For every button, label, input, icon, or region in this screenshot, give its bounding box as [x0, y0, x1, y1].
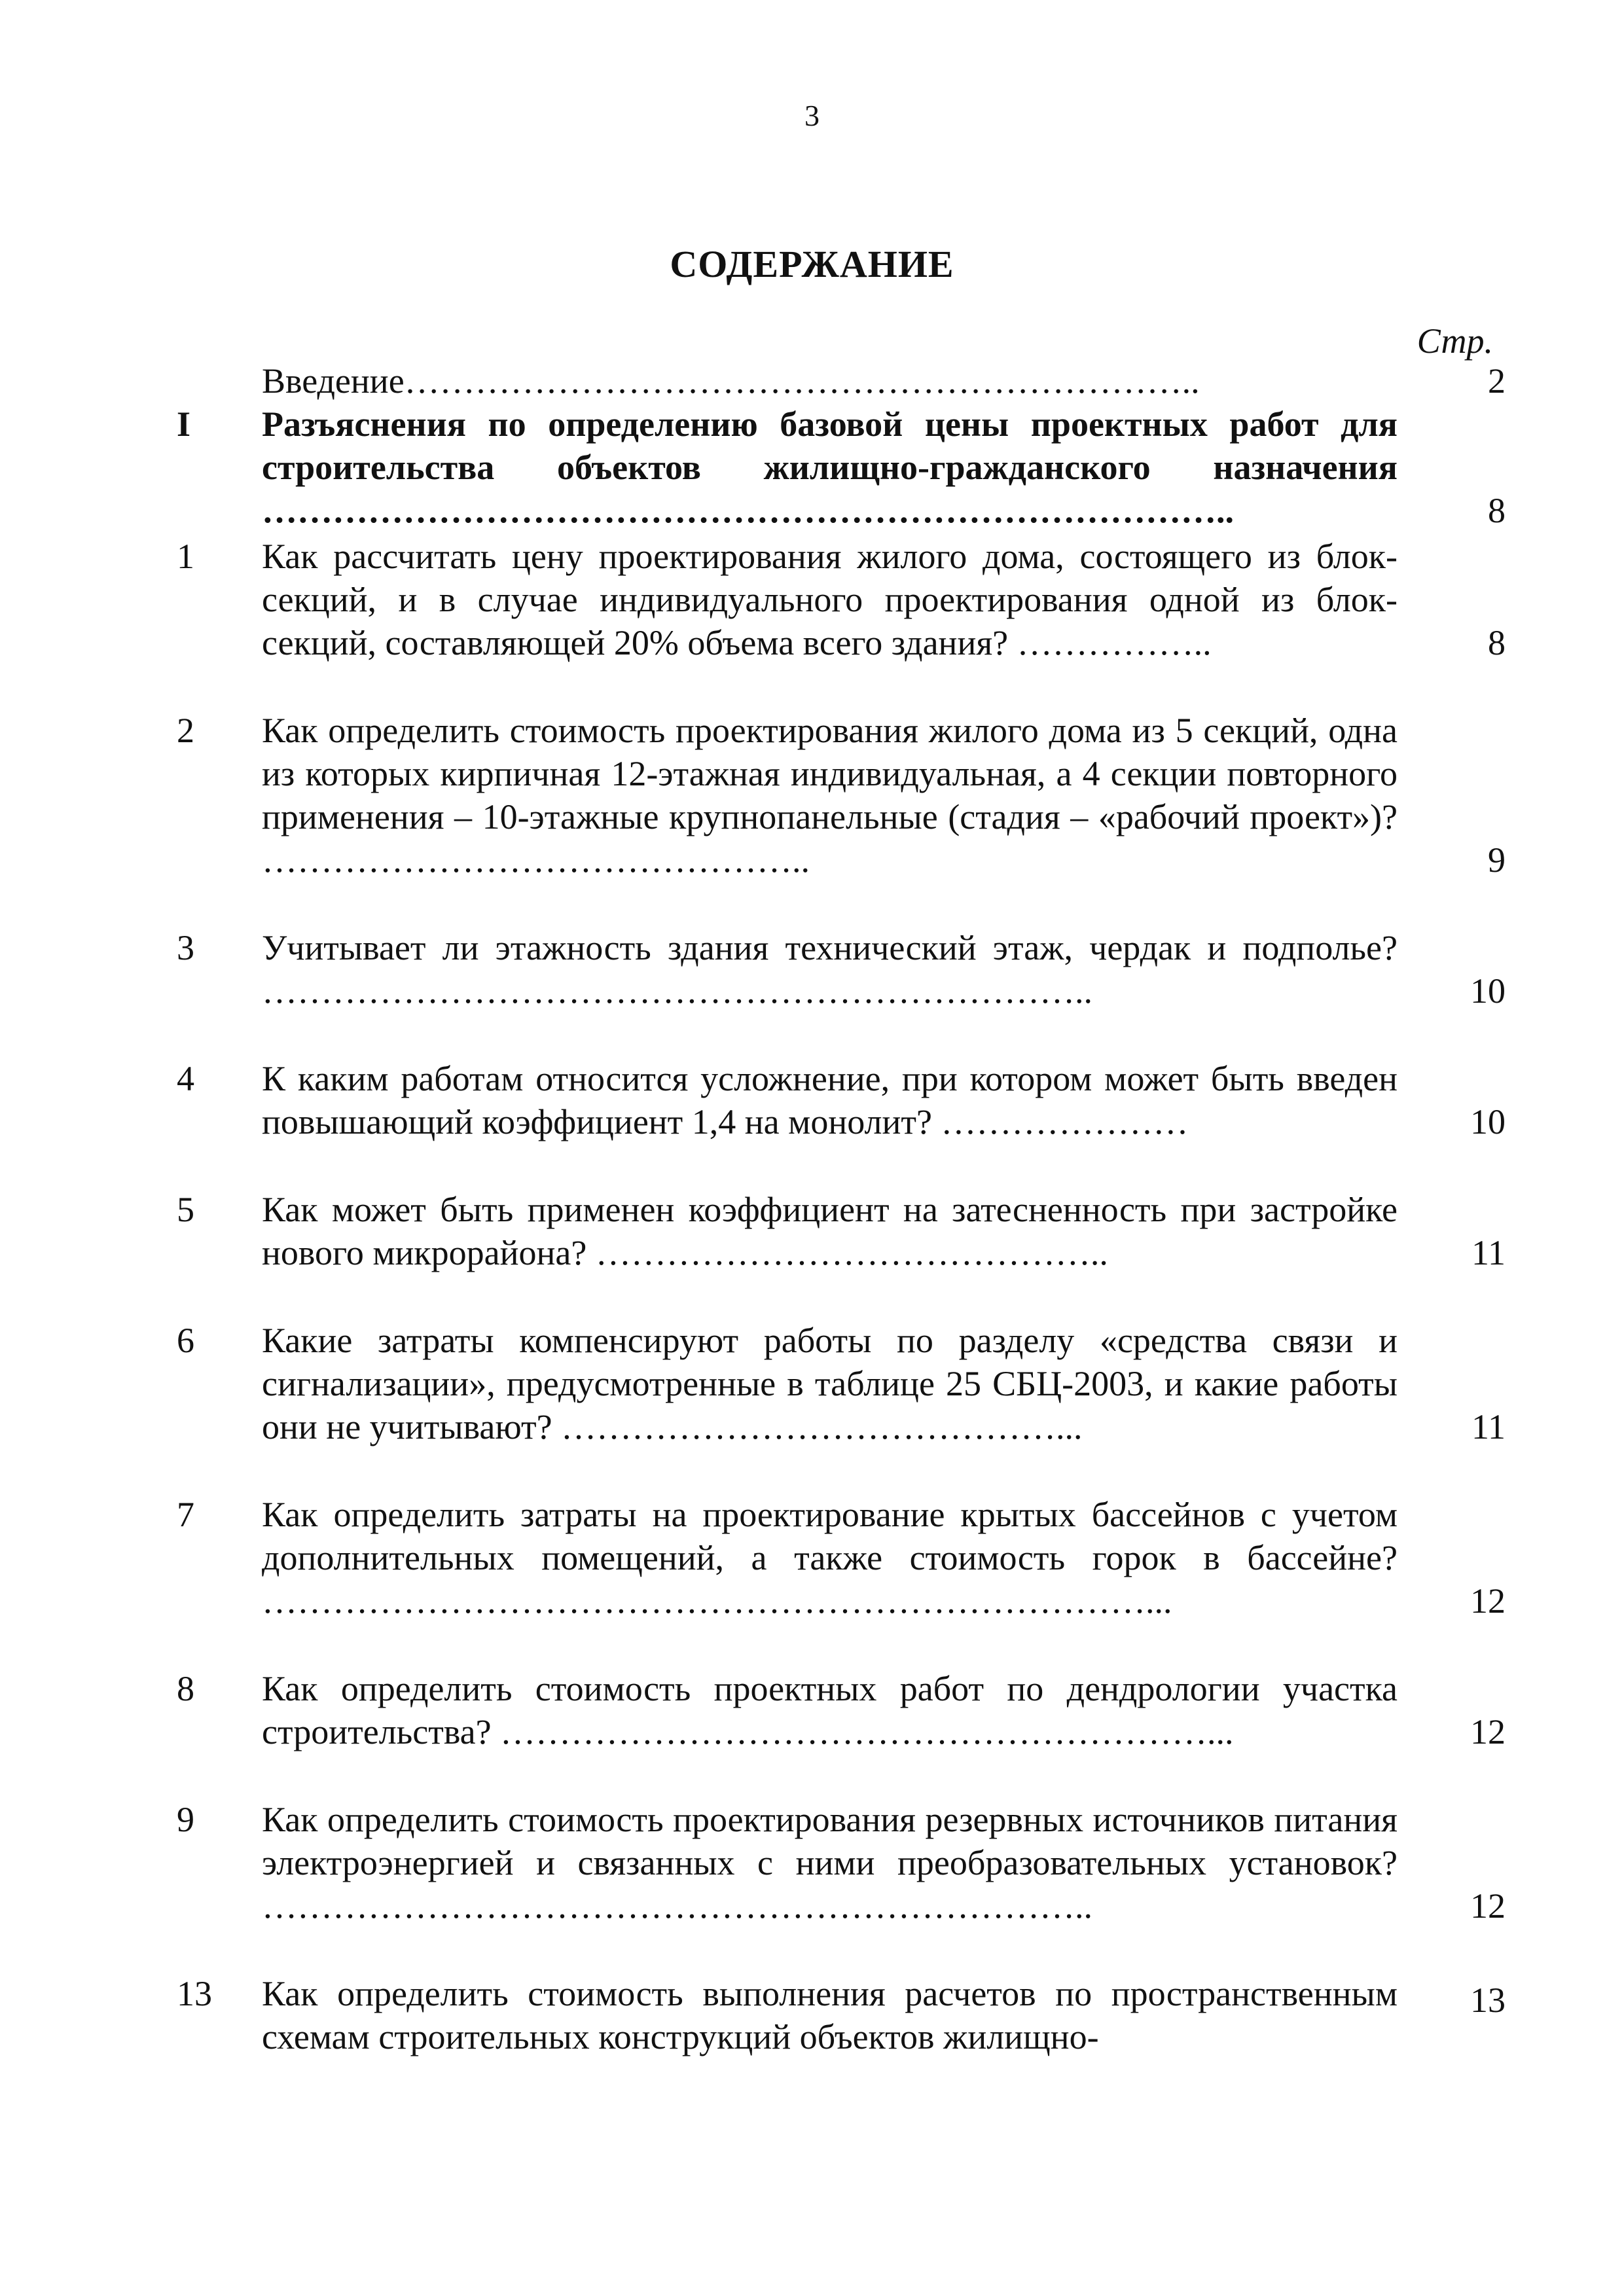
toc-entry [177, 535, 1506, 664]
table-of-contents [177, 357, 1506, 2058]
toc-entry-number: 8 [177, 1669, 194, 1708]
toc-entry-number: 13 [177, 1974, 212, 2013]
toc-entry-number: 3 [177, 928, 194, 967]
toc-entry-page: 9 [1488, 840, 1506, 880]
toc-entry-text: К каким работам относится усложнение, при котором может быть введен повышающий коэффициент 1,4 на монолит? ………………… [262, 1059, 1398, 1141]
toc-entry-page: 12 [1470, 1712, 1506, 1751]
toc-entry-text: Как определить затраты на проектирование крытых бассейнов с учетом дополнительных помещений, а также стоимость горок в бассейне? …………………………………………………………………... [262, 1495, 1398, 1621]
toc-entry-section-1 [177, 403, 1506, 532]
toc-entry [177, 1493, 1506, 1623]
document-title: СОДЕРЖАНИЕ [670, 243, 954, 285]
toc-entry-number [177, 359, 262, 403]
toc-entry-page: 8 [1488, 491, 1506, 530]
toc-entry-introduction [177, 359, 1506, 403]
page-number: 3 [804, 99, 820, 132]
toc-entry-page: 13 [1470, 1981, 1506, 2020]
toc-entry [177, 1667, 1506, 1753]
toc-entry-page: 2 [1488, 361, 1506, 401]
page-column-header: Стр. [1416, 321, 1493, 361]
toc-entry-page: 10 [1470, 1102, 1506, 1141]
toc-entry [177, 1972, 1506, 2058]
toc-entry-text: Как определить стоимость проектных работ по дендрологии участка строительства? ……………………………………………………... [262, 1669, 1398, 1751]
toc-entry-text: Как определить стоимость проектирования жилого дома из 5 секций, одна из которых кирпичная 12-этажная индивидуальная, а 4 секции повторного применения – 10-этажные крупнопанельные (стадия – «рабочий проект»)? ……………………………………….. [262, 711, 1398, 880]
toc-entry [177, 1319, 1506, 1448]
toc-entry [177, 1798, 1506, 1928]
toc-entry-text: Как может быть применен коэффициент на затесненность при застройке нового микрорайона? …………………………………….. [262, 1190, 1398, 1272]
toc-entry-page: 8 [1488, 623, 1506, 662]
toc-entry-number: 1 [177, 537, 194, 576]
toc-entry [177, 1057, 1506, 1143]
toc-entry-number: 9 [177, 1800, 194, 1839]
toc-entry [177, 1188, 1506, 1274]
toc-entry [177, 709, 1506, 882]
toc-entry-text: Какие затраты компенсируют работы по разделу «средства связи и сигнализации», предусмотренные в таблице 25 СБЦ-2003, и какие работы они не учитывают? ……………………………………... [262, 1321, 1398, 1446]
toc-entry-text: Разъяснения по определению базовой цены проектных работ для строительства объектов жилищно-гражданского назначения ……………………………………………………………………….. [262, 404, 1398, 530]
toc-entry-number: I [177, 404, 191, 444]
toc-entry-text: Введение………………………………………………………….. [262, 361, 1200, 401]
toc-entry-page: 12 [1470, 1581, 1506, 1621]
toc-entry-number: 2 [177, 711, 194, 750]
toc-entry-text: Как определить стоимость выполнения расчетов по пространственным схемам строительных конструкций объектов жилищно- [262, 1974, 1398, 2056]
toc-entry-page: 11 [1471, 1233, 1506, 1272]
toc-entry-number: 6 [177, 1321, 194, 1360]
toc-entry-page: 11 [1471, 1407, 1506, 1446]
toc-entry-text: Как определить стоимость проектирования резервных источников питания электроэнергией и связанных с ними преобразовательных установок? …………………………………………………………….. [262, 1800, 1398, 1926]
toc-entry-page: 10 [1470, 971, 1506, 1011]
toc-entry-number: 7 [177, 1495, 194, 1534]
toc-entry [177, 926, 1506, 1013]
toc-entry-number: 5 [177, 1190, 194, 1229]
toc-entry-text: Как рассчитать цену проектирования жилого дома, состоящего из блок-секций, и в случае индивидуального проектирования одной из блок-секций, составляющей 20% объема всего здания? …………….. [262, 537, 1398, 662]
toc-entry-page: 12 [1470, 1886, 1506, 1926]
toc-entry-number: 4 [177, 1059, 194, 1098]
toc-entry-text: Учитывает ли этажность здания технический этаж, чердак и подполье? …………………………………………………………….. [262, 928, 1398, 1011]
